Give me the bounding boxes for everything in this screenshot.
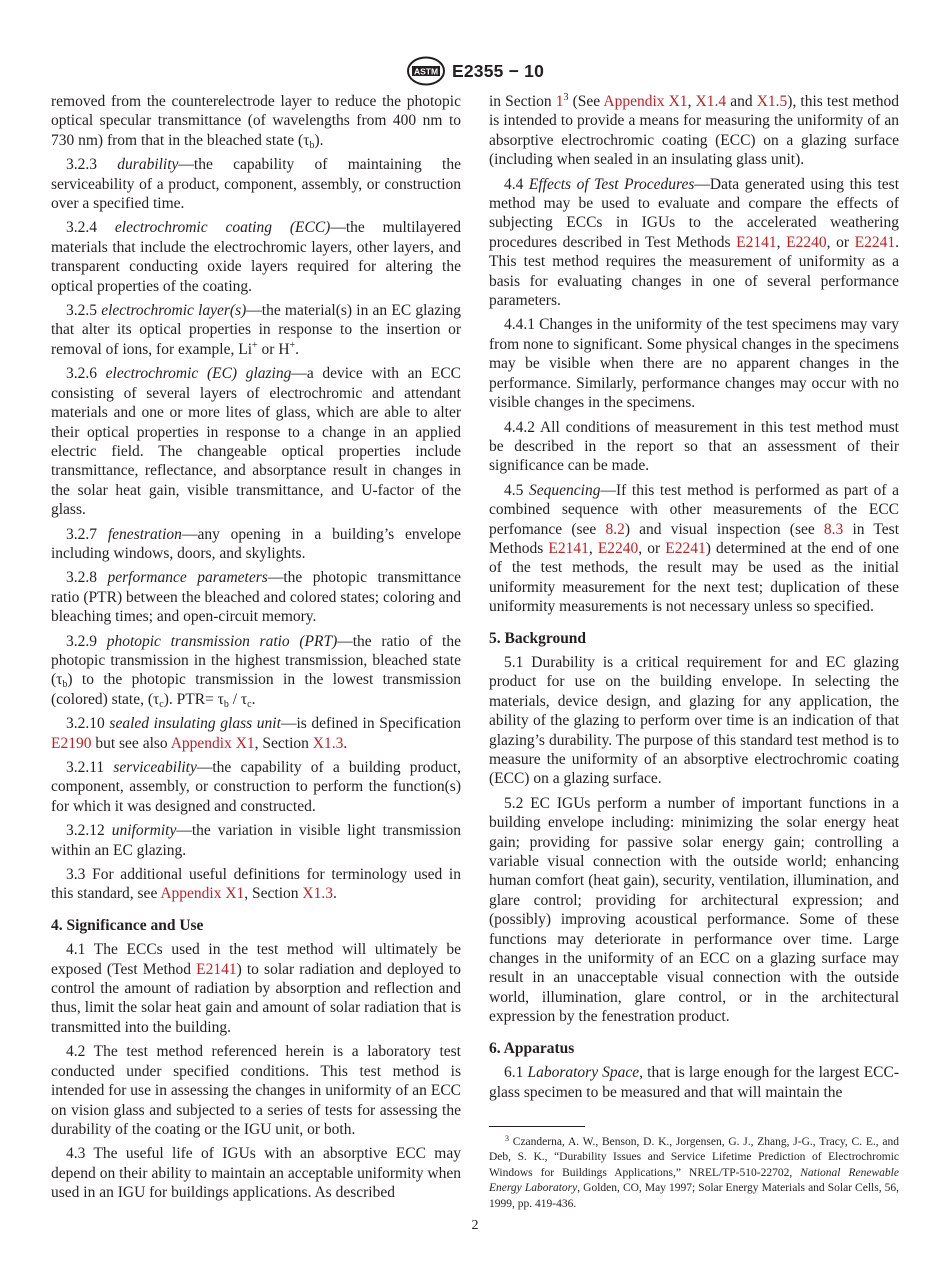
- left-column: [51, 92, 461, 1208]
- paragraph-4-3: 4.3 The useful life of IGUs with an absorptive ECC may depend on their ability to maintain an acceptable uniformity when used in an IGU for buildings applications. As described: [51, 1145, 461, 1202]
- ref-link-e2141[interactable]: E2141: [736, 233, 777, 251]
- paragraph-4-5: 4.5 Sequencing—If this test method is performed as part of a combined sequence with other measurements of the ECC perfomance (see 8.2) and visual inspection (see 8.3 in Test Methods E2141, E2240, or E2241) determined at the end of one of the test methods, the result may be used as the initial uniformity measurement for the next test; duplication of these uniformity measurements is not necessary unless so specified.: [489, 481, 899, 616]
- definition-durability: 3.2.3 durability—the capability of maintaining the serviceability of a product, component, assembly, or construction over a specified time.: [51, 156, 461, 213]
- ref-link-e2141[interactable]: E2141: [548, 539, 589, 557]
- svg-text:ASTM: ASTM: [413, 66, 439, 77]
- ref-link-e2240[interactable]: E2240: [786, 233, 827, 251]
- ref-link-appendix-x1[interactable]: Appendix X1: [160, 885, 245, 903]
- ref-link-section-1[interactable]: 1: [555, 93, 564, 110]
- paragraph-4-1: 4.1 The ECCs used in the test method will ultimately be exposed (Test Method E2141) to solar radiation and deployed to control the amount of radiation by absorption and reflection and thus, limit the solar heat gain and amount of solar radiation that is transmitted into the building.: [51, 941, 461, 1036]
- paragraph-3-2-2-cont: removed from the counterelectrode layer to reduce the photopic optical specular transmittance (of wavelengths from 400 nm to 730 nm) from that in the bleached state $(\tau_b)$.: [51, 93, 461, 151]
- footnote-divider: [489, 1126, 585, 1127]
- ref-link-x1-3[interactable]: X1.3: [302, 885, 333, 903]
- footnote-marker: 3: [563, 92, 569, 103]
- paragraph-5-2: 5.2 EC IGUs perform a number of important functions in a building envelope including: minimizing the solar energy heat gain; providing for passive solar energy gain; controlling a variable visual connection with the outside world; enhancing human comfort (heat gain), security, ventilation, illumination, and glare control; providing for architectural expression; and (possibly) improving acoustical performance. Some of these functions may deteriorate in performance over time. Large changes in the uniformity of an ECC on a glazing surface may result in an unacceptable visual connection with the outside world, illumination, glare control, or in the architectural expression by the fenestration product.: [489, 794, 899, 1026]
- ref-link-appendix-x1[interactable]: Appendix X1: [170, 734, 255, 752]
- document-designation: E2355 − 10: [451, 60, 544, 81]
- ref-link-8-3[interactable]: 8.3: [823, 520, 844, 538]
- paragraph-4-3-cont: in Section $1^3$ (See Appendix X1, X1.4 and X1.5), this test method is intended to provide a means for measuring the uniformity of an absorptive electrochromic coating (ECC) on a glazing surface (including when sealed in an insulating glass unit).: [489, 92, 900, 169]
- definition-serviceability: 3.2.11 serviceability—the capability of a building product, component, assembly, or construction to perform the function(s) for which it was designed and constructed.: [51, 759, 462, 815]
- ref-link-e2141[interactable]: E2141: [196, 960, 237, 978]
- paragraph-4-4-1: 4.4.1 Changes in the uniformity of the test specimens may vary from none to significant. Some physical changes in the specimens may be visible when there are no apparent changes in the performance. Similarly, performance changes may occur with no visible changes in the specimens.: [489, 316, 899, 412]
- definition-electrochromic-layers: 3.2.5 electrochromic layer(s)—the material(s) in an EC glazing that alter its optical properties in response to the insertion or removal of ions, for example, Li+ or H+.: [51, 302, 461, 358]
- definition-uniformity: 3.2.12 uniformity—the variation in visible light transmission within an EC glazing.: [51, 822, 461, 859]
- paragraph-4-4-2: 4.4.2 All conditions of measurement in this test method must be described in the report so that an assessment of their significance can be made.: [489, 418, 899, 475]
- ref-link-e2190[interactable]: E2190: [51, 734, 92, 752]
- definition-fenestration: 3.2.7 fenestration—any opening in a building’s envelope including windows, doors, and skylights.: [51, 525, 461, 562]
- definition-sealed-igu: 3.2.10 sealed insulating glass unit—is defined in Specification E2190 but see also Appendix X1, Section X1.3.: [51, 715, 462, 752]
- paragraph-5-1: 5.1 Durability is a critical requirement for and EC glazing product for use on the building envelope. In selecting the materials, device design, and glazing for any application, the ability of the glazing to perform over time is an indication of that glazing’s durability. The purpose of this standard test method is to measure the uniformity of an absorptive electrochromic coating (ECC) on a glazing surface.: [489, 653, 899, 788]
- footnote-3: $^3$ Czanderna, A. W., Benson, D. K., Jorgensen, G. J., Zhang, J-G., Tracy, C. E., and Deb, S. K., “Durability Issues and Service Lifetime Prediction of Electrochromic Windows for Buildings Applications,” NREL/TP-510-22702, National Renewable Energy Laboratory, Golden, CO, May 1997; Solar Energy Materials and Solar Cells, 56, 1999, pp. 419-436.: [489, 1133, 899, 1210]
- paragraph-3-3: 3.3 For additional useful definitions for terminology used in this standard, see Appendix X1, Section X1.3.: [51, 866, 461, 903]
- definition-ec-glazing: 3.2.6 electrochromic (EC) glazing—a device with an ECC consisting of several layers of electrochromic and attendant materials and one or more lites of glass, which are able to alter their optical properties in response to a change in an applied electric field. The changeable optical properties include transmittance, reflectance, and absorptance result in changes in the solar heat gain, visible transmittance, and U-factor of the glass.: [51, 365, 462, 519]
- ref-link-e2241[interactable]: E2241: [854, 233, 896, 251]
- section-heading-apparatus: 6. Apparatus: [489, 1039, 575, 1057]
- ref-link-8-2[interactable]: 8.2: [605, 520, 625, 538]
- paragraph-4-2: 4.2 The test method referenced herein is a laboratory test conducted under specified conditions. This test method is intended for use in assessing the changes in uniformity of an ECC on vision glass and subjected to a series of tests for assessing the durability of the coating or the IGU unit, or both.: [51, 1043, 461, 1138]
- ref-link-e2240[interactable]: E2240: [597, 539, 639, 557]
- ref-link-x1-3[interactable]: X1.3: [312, 734, 344, 752]
- astm-logo: [406, 56, 446, 86]
- ref-link-e2241[interactable]: E2241: [665, 539, 706, 557]
- ref-link-appendix-x1[interactable]: Appendix X1: [603, 93, 688, 110]
- definition-performance-parameters: 3.2.8 performance parameters—the photopic transmittance ratio (PTR) between the bleached and colored states; coloring and bleaching times; and open-circuit memory.: [51, 569, 461, 626]
- definition-ecc: 3.2.4 electrochromic coating (ECC)—the multilayered materials that include the electrochromic layers, other layers, and transparent conducting oxide layers required for altering the optical properties of the coating.: [51, 219, 462, 295]
- ref-link-x1-4[interactable]: X1.4: [695, 93, 727, 110]
- section-heading-background: 5. Background: [489, 629, 587, 647]
- section-heading-significance: 4. Significance and Use: [51, 916, 204, 934]
- page-header: [0, 56, 950, 86]
- right-column: [489, 92, 899, 1212]
- paragraph-6-1: 6.1 Laboratory Space, that is large enough for the largest ECC-glass specimen to be measured and that will maintain the: [489, 1064, 899, 1101]
- definition-ptr: 3.2.9 photopic transmission ratio (PRT)—the ratio of the photopic transmission in the highest transmission, bleached state $(\tau_b)$ to the photopic transmission in the lowest transmission (colored) state, $(\tau_c)$. $PTR= \tau_b / \tau_c$.: [51, 632, 461, 710]
- ref-link-x1-5[interactable]: X1.5: [756, 93, 788, 110]
- paragraph-4-4: 4.4 Effects of Test Procedures—Data generated using this test method may be used to evaluate and compare the effects of subjecting ECCs in IGUs to the accelerated weathering procedures described in Test Methods E2141, E2240, or E2241. This test method requires the measurement of uniformity as a basis for evaluating changes in one of several performance parameters.: [489, 175, 900, 310]
- page-number: 2: [471, 1218, 479, 1233]
